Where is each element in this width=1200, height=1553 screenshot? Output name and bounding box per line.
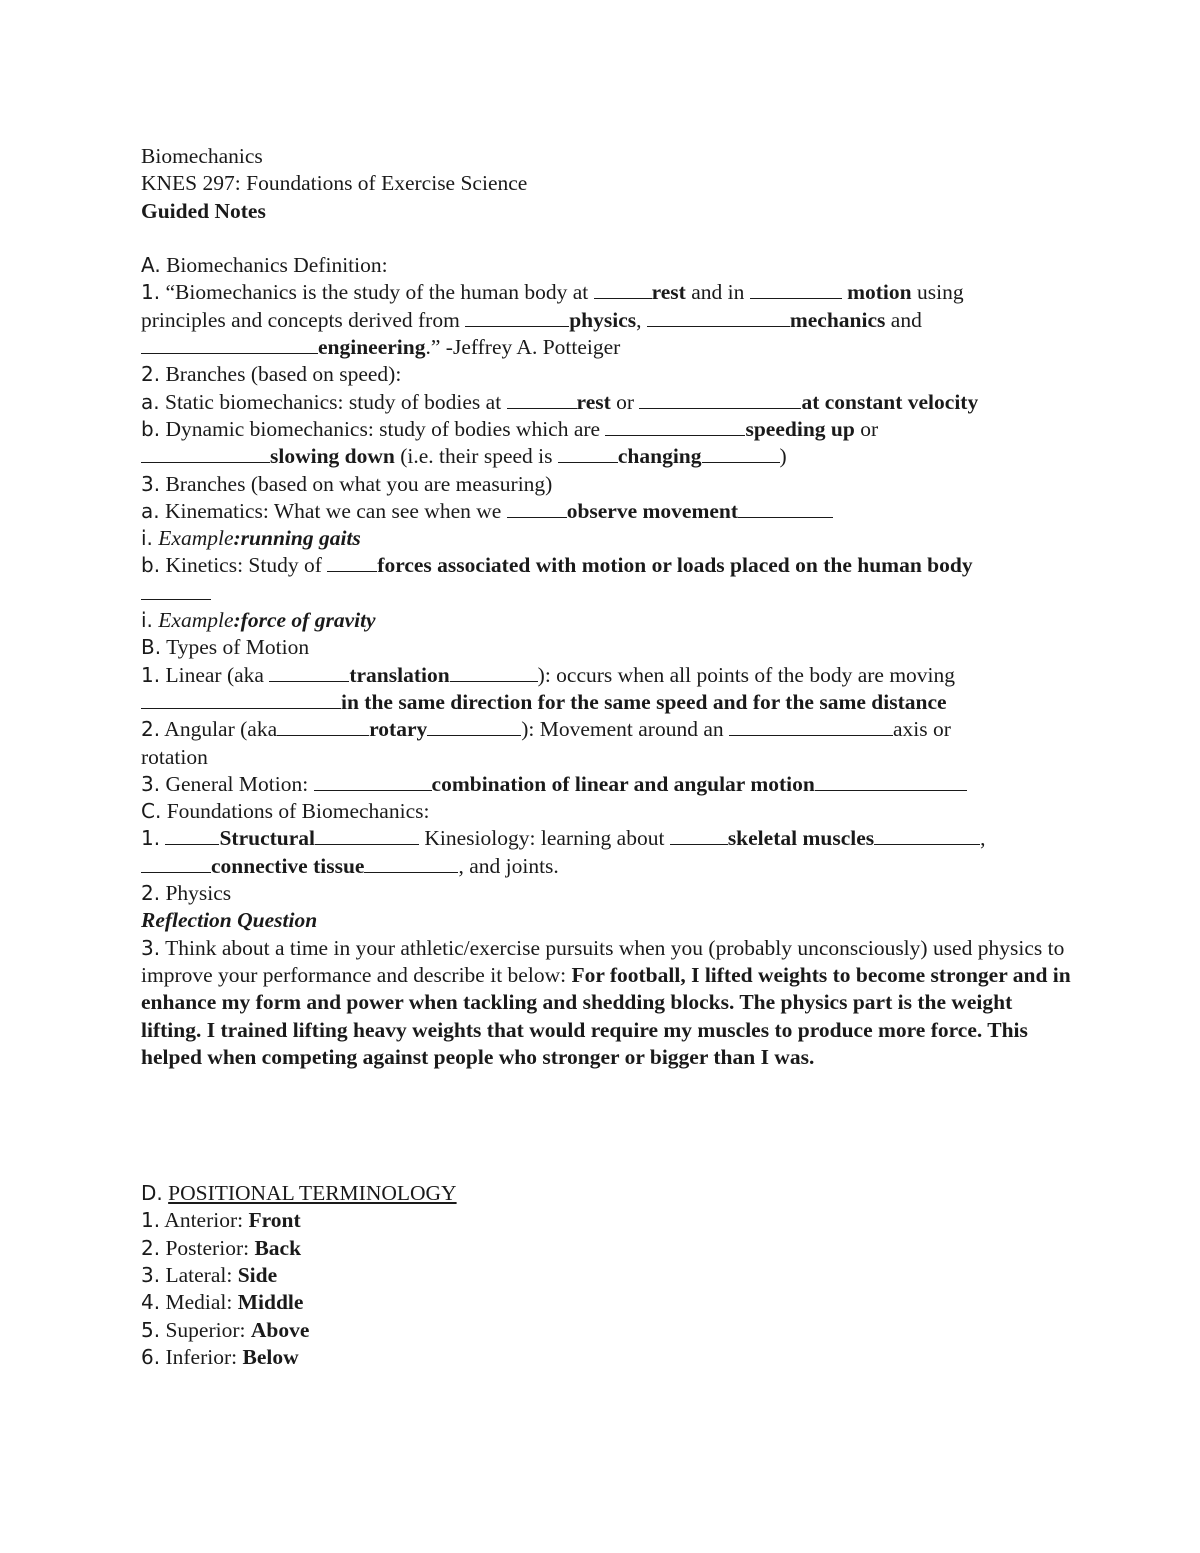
blank bbox=[141, 580, 211, 600]
blank bbox=[729, 716, 893, 736]
blank bbox=[141, 443, 270, 463]
document-page bbox=[141, 143, 1071, 1371]
linear-motion-cont: in the same direction for the same speed and for the same distance bbox=[141, 689, 1071, 716]
blank bbox=[605, 416, 745, 436]
blank bbox=[465, 307, 569, 327]
physics-item: 2. Physics bbox=[141, 881, 232, 906]
branches-measuring: 3. Branches (based on what you are measuring) bbox=[141, 471, 553, 496]
list-item: 4. Medial: Middle bbox=[141, 1290, 304, 1315]
blank bbox=[738, 498, 833, 518]
blank bbox=[507, 389, 577, 409]
kinematics-example: i. Example:running gaits bbox=[141, 526, 361, 551]
blank bbox=[507, 498, 567, 518]
reflection-question: 3. Think about a time in your athletic/exercise pursuits when you (probably unconsciously) used physics to improve your performance and describe it below: For football, I lifted weights to become stronger and in enhance my form and power when tackling and shedding blocks. The physics part is the weight lifting. I trained lifting heavy weights that would require my muscles to produce more force. This helped when competing against people who stronger or bigger than I was. bbox=[141, 935, 1071, 1069]
definition-line-3: engineering.” -Jeffrey A. Potteiger bbox=[141, 334, 1071, 361]
list-item: 5. Superior: Above bbox=[141, 1317, 310, 1342]
section-c-heading: C. Foundations of Biomechanics: bbox=[141, 799, 430, 824]
course-name: KNES 297: Foundations of Exercise Science bbox=[141, 171, 528, 196]
linear-motion: 1. Linear (aka translation ): occurs when all points of the body are moving bbox=[141, 662, 956, 687]
doc-subtitle: Guided Notes bbox=[141, 198, 266, 223]
kinetics: b. Kinetics: Study of forces associated with motion or loads placed on the human body bbox=[141, 553, 973, 578]
reflection-title: Reflection Question bbox=[141, 908, 318, 933]
blank bbox=[327, 552, 377, 572]
blank bbox=[594, 279, 652, 299]
blank bbox=[874, 825, 980, 845]
branches-speed: 2. Branches (based on speed): bbox=[141, 362, 402, 387]
blank bbox=[141, 689, 341, 709]
dynamic-biomechanics: b. Dynamic biomechanics: study of bodies which are speeding up or bbox=[141, 416, 879, 441]
kinematics: a. Kinematics: What we can see when we observe movement bbox=[141, 498, 1071, 525]
spacer bbox=[141, 225, 1071, 252]
blank bbox=[277, 716, 369, 736]
list-item: 3. Lateral: Side bbox=[141, 1262, 278, 1287]
definition-line-2: principles and concepts derived from physics, mechanics and bbox=[141, 307, 922, 332]
blank bbox=[670, 825, 728, 845]
structural-kinesiology-cont: connective tissue , and joints. bbox=[141, 853, 1071, 880]
blank bbox=[141, 334, 318, 354]
angular-motion-cont: rotation bbox=[141, 744, 208, 769]
blank bbox=[750, 279, 842, 299]
blank bbox=[558, 443, 618, 463]
blank bbox=[450, 662, 538, 682]
blank bbox=[815, 771, 967, 791]
section-d-heading: D. POSITIONAL TERMINOLOGY bbox=[141, 1181, 457, 1206]
terminology-list bbox=[141, 1207, 1071, 1371]
blank bbox=[269, 662, 349, 682]
list-item: 6. Inferior: Below bbox=[141, 1344, 299, 1369]
general-motion: 3. General Motion: combination of linear and angular motion bbox=[141, 771, 1071, 798]
blank bbox=[314, 771, 432, 791]
blank bbox=[141, 853, 211, 873]
dynamic-biomechanics-cont: slowing down (i.e. their speed is changing ) bbox=[141, 443, 1071, 470]
definition-line-1: 1. “Biomechanics is the study of the human body at rest and in motion using bbox=[141, 280, 964, 305]
doc-title: Biomechanics bbox=[141, 144, 263, 168]
section-a-heading: A. Biomechanics Definition: bbox=[141, 253, 388, 278]
blank bbox=[165, 825, 219, 845]
angular-motion: 2. Angular (aka rotary ): Movement around an axis or bbox=[141, 717, 951, 742]
structural-kinesiology: 1. Structural Kinesiology: learning about skeletal muscles , bbox=[141, 826, 986, 851]
blank bbox=[639, 389, 801, 409]
kinetics-example: i. Example:force of gravity bbox=[141, 608, 376, 633]
reflection-answer: For football, I lifted weights to become stronger and in enhance my form and power when tackling and shedding blocks. The physics part is the weight lifting. I trained lifting heavy weights that would require my muscles to produce more force. This helped when competing against people who stronger or bigger than I was. bbox=[141, 962, 1071, 1069]
list-item: 1. Anterior: Front bbox=[141, 1208, 301, 1233]
blank bbox=[427, 716, 521, 736]
spacer bbox=[141, 1071, 1071, 1180]
blank bbox=[702, 443, 780, 463]
list-item: 2. Posterior: Back bbox=[141, 1235, 302, 1260]
blank bbox=[647, 307, 790, 327]
blank bbox=[315, 825, 419, 845]
blank bbox=[364, 853, 458, 873]
kinetics-blank-line bbox=[141, 580, 1071, 607]
section-b-heading: B. Types of Motion bbox=[141, 635, 310, 660]
static-biomechanics: a. Static biomechanics: study of bodies at rest or at constant velocity bbox=[141, 389, 979, 414]
